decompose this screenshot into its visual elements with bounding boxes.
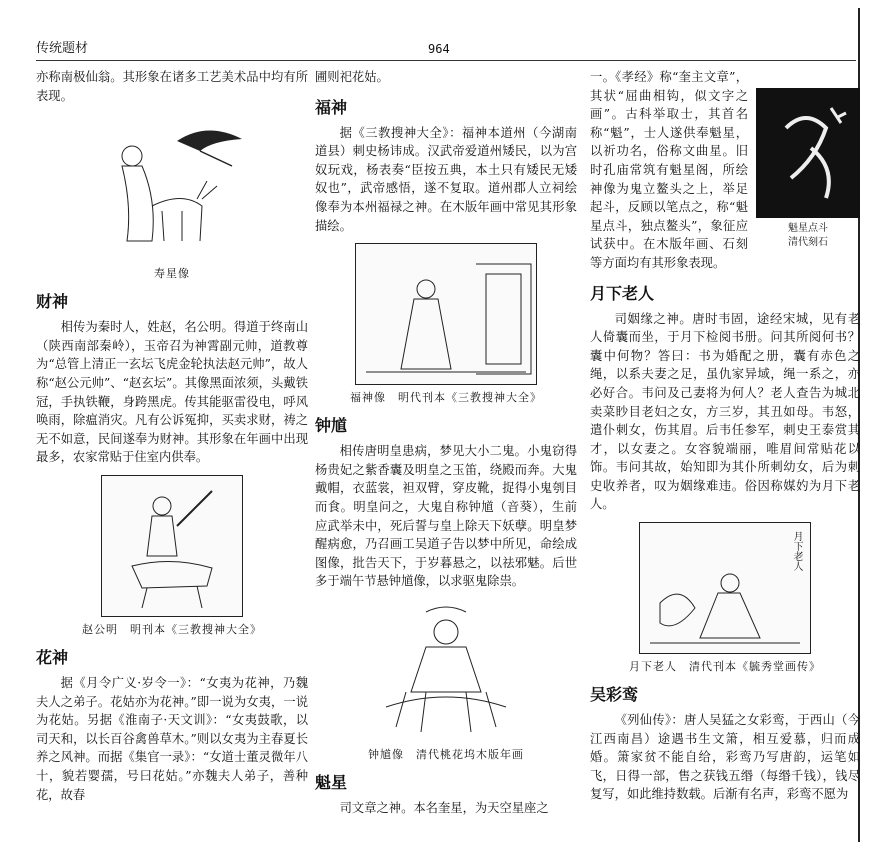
yuexia-caption: 月下老人 清代刊本《毓秀堂画传》 — [629, 660, 821, 674]
fushen-illustration — [356, 244, 536, 384]
shouxing-figure — [82, 111, 262, 261]
fushen-body: 据《三教搜神大全》：福神本道州（今湖南道县）刺史杨讳成。汉武帝爱道州矮民，以为宫奴玩戏，杨表奏“臣按五典，本土只有矮民无矮奴也”，武帝感悟，遂不复取。道州郡人立祠绘像奉为本州福禄之神。在木版年画中常见其形象描绘。 — [315, 125, 577, 233]
zhongkui-body: 相传唐明皇患病，梦见大小二鬼。小鬼窃得杨贵妃之紫香囊及明皇之玉笛，绕殿而奔。大鬼戴帽，衣蓝裳，袒双臂，穿皮靴，捉得小鬼刳目而食。明皇问之，大鬼自称钟馗（音葵），生前应武举未中，死后誓与皇上除天下妖孽。明皇梦醒病愈，乃召画工吴道子告以梦中所见，命绘成图像，批告天下，于岁暮悬之，以祛邪魅。后世多于端午节悬钟馗像，以求驱鬼除祟。 — [315, 444, 577, 589]
huashen-continued: 圃则祀花姑。 — [315, 70, 389, 84]
yuexia-illustration — [640, 523, 810, 653]
zhongkui-heading: 钟馗 — [315, 416, 348, 436]
huashen-body: 据《月令广义·岁令一》：“女夷为花神，乃魏夫人之弟子。花姑亦为花神。”即一说为女夷，一说为花姑。另据《淮南子·天文训》：“女夷鼓歌，以司天和，以长百谷禽兽草木。”则以女夷为主春夏长养之风神。而据《集官一录》：“女道士董灵微年八十，貌若婴孺，号曰花姑。”亦魏夫人弟子，善种花，故春 — [36, 675, 308, 802]
kuixing-caption-2: 清代刻石 — [788, 237, 828, 248]
yuexia-body: 司姻缘之神。唐时韦固，途经宋城，见有老人倚囊而坐，于月下检阅书册。问其所阅何书？囊中何物？答曰：书为婚配之册，囊有赤色之绳，以系夫妻之足，虽仇家异域，绳一系之，亦必好合。韦问及己妻将为何人？老人查告为城北卖菜眇目老妇之女，方三岁，其丑如母。韦怒，遣仆刺女，伤其眉。后韦任参军，刺史王泰赏其才，以女妻之。女容貌端丽，唯眉间常贴花以饰。韦问其故，始知即为其仆所刺幼女，后为刺史收养者，叹为姻缘难违。俗因称媒妁为月下老人。 — [590, 311, 860, 512]
crane-deer-illustration — [82, 111, 262, 261]
column-2 — [315, 68, 577, 818]
page-number: 964 — [428, 42, 450, 56]
kuixing-stone-rubbing — [756, 88, 860, 218]
kuixing-body-start: 司文章之神。本名奎星，为天空星座之 — [339, 800, 549, 815]
kuixing-caption-1: 魁星点斗 — [788, 223, 828, 234]
shouxing-intro: 亦称南极仙翁。其形象在诸多工艺美术品中均有所表现。 — [36, 70, 308, 103]
kuixing-heading: 魁星 — [315, 772, 348, 792]
yuexia-figure-label: 月下老人 — [791, 531, 802, 572]
header-rule — [36, 60, 856, 61]
yuexia-figure — [639, 522, 811, 654]
fushen-heading: 福神 — [315, 97, 348, 117]
caishen-figure — [101, 475, 243, 617]
zhongkui-illustration — [366, 597, 526, 742]
column-1 — [36, 68, 308, 804]
zhongkui-figure — [366, 597, 526, 742]
zhao-gongming-illustration — [102, 476, 242, 616]
zhongkui-caption: 钟馗像 清代桃花坞木版年画 — [368, 747, 524, 761]
kuixing-body-continued: 一。《孝经》称“奎主文章”，其状“屈曲相钩，似文字之画”。古科举取士，其首名称“魁”，士人遂供奉魁星，以祈功名，俗称文曲星。旧时孔庙常筑有魁星阁，所绘神像为鬼立鳌头之上，举足起斗，反顾以笔点之，称“魁星点斗，独点鳌头”，象征应试获中。在木版年画、石刻等方面均有其形象表现。 — [590, 70, 748, 270]
fushen-caption: 福神像 明代刊本《三教搜神大全》 — [350, 391, 542, 405]
fushen-figure — [355, 243, 537, 385]
wucailuan-heading: 吴彩鸾 — [590, 685, 639, 705]
shouxing-caption: 寿星像 — [154, 267, 190, 281]
wucailuan-body: 《列仙传》：唐人吴猛之女彩鸾，于西山（今江西南昌）途遇书生文箫，相互爱慕，归而成婚。箫家贫不能自给，彩鸾乃写唐韵，运笔如飞，日得一部，售之获钱五缗（每缗千钱），钱尽复写，如此维持数载。后渐有名声，彩鸾不愿为 — [590, 713, 860, 802]
caishen-heading: 财神 — [36, 292, 69, 312]
caishen-caption: 赵公明 明刊本《三教搜神大全》 — [82, 622, 262, 636]
section-title: 传统题材 — [36, 41, 89, 56]
huashen-heading: 花神 — [36, 647, 69, 667]
caishen-body: 相传为秦时人，姓赵，名公明。得道于终南山（陕西南部秦岭），玉帝召为神霄副元帅，道教尊为“总管上清正一玄坛飞虎金轮执法赵元帅”，故人称“赵公元帅”、“赵玄坛”。其像黑面浓须，头戴铁冠，手执铁鞭，身跨黑虎。传其能驱雷役电，呼风唤雨，除瘟消灾。凡有公诉冤抑，买卖求财，祷之无不如意，民间遂奉为财神。其形象在年画中出现最多，农家常贴于住室内供奉。 — [36, 320, 308, 465]
yuexia-heading: 月下老人 — [590, 283, 655, 303]
column-3 — [590, 68, 860, 804]
